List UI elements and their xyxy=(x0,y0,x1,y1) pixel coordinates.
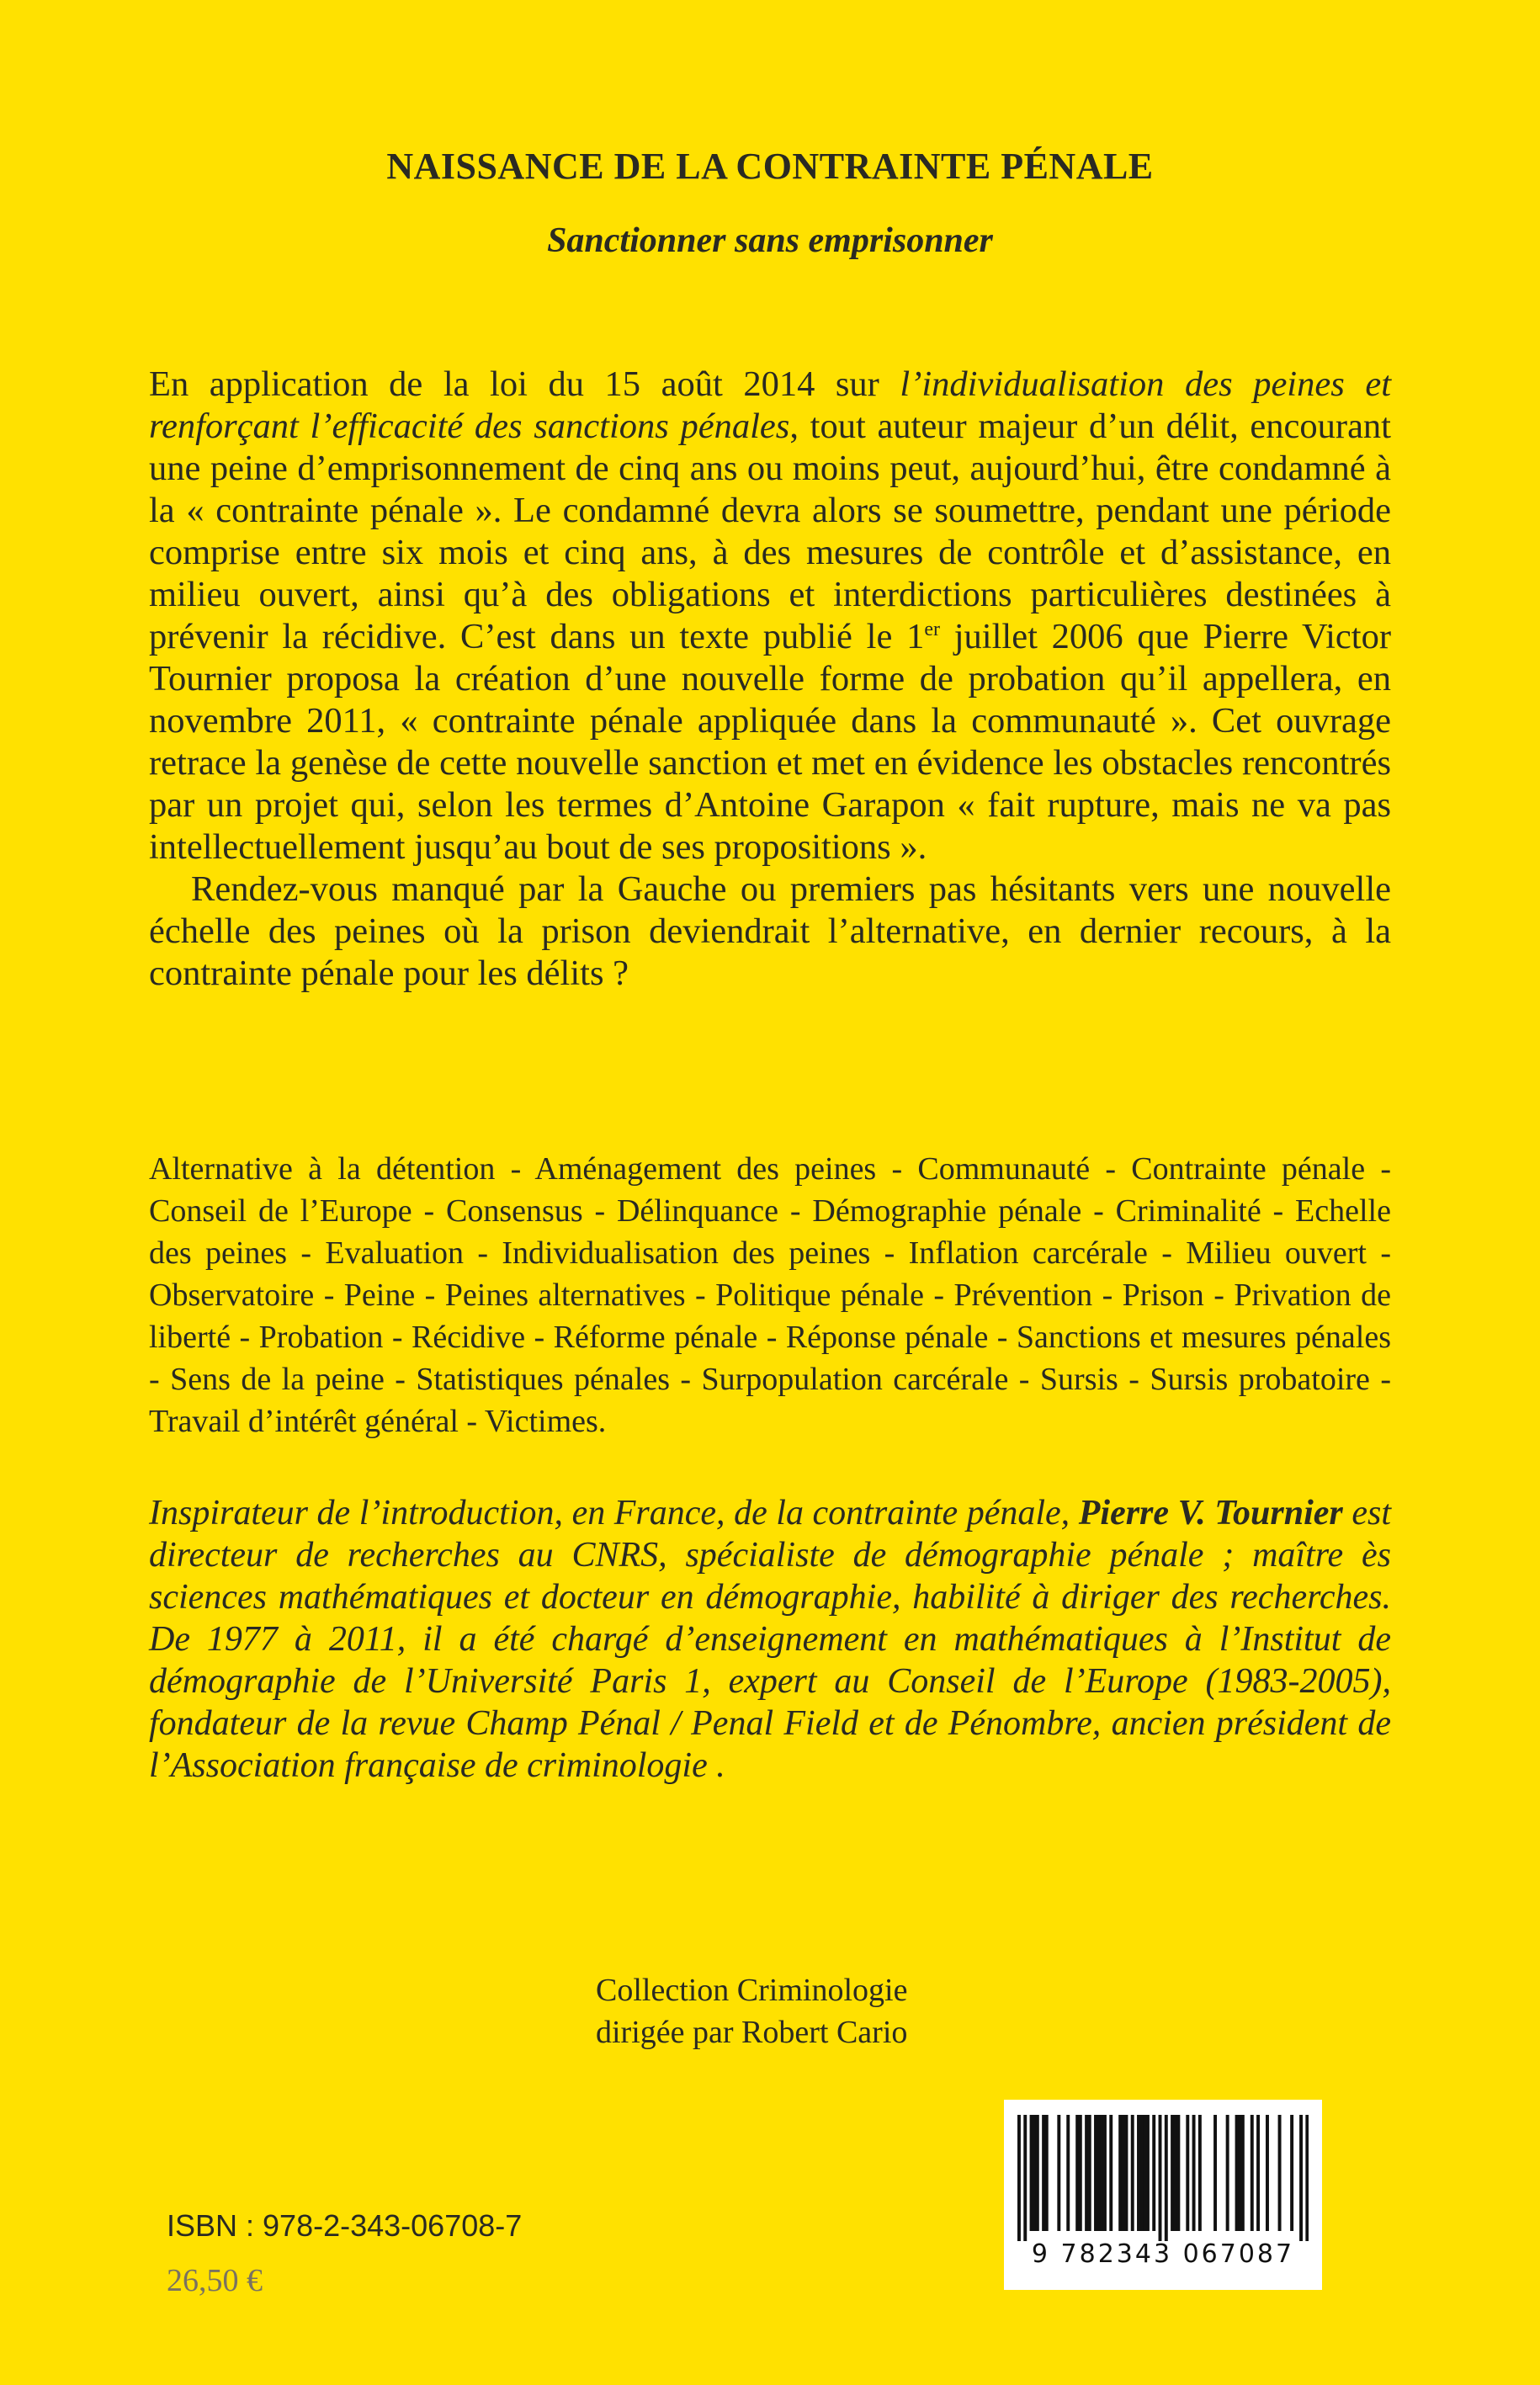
barcode-bar xyxy=(1109,2115,1113,2231)
barcode-bar xyxy=(1100,2115,1103,2231)
barcode-bar xyxy=(1042,2115,1045,2231)
barcode-bar xyxy=(1118,2115,1122,2231)
barcode-bar xyxy=(1033,2115,1036,2231)
barcode-bar xyxy=(1057,2115,1060,2231)
barcode-bar xyxy=(1045,2115,1049,2231)
barcode-bar xyxy=(1122,2115,1125,2231)
barcode xyxy=(1004,2100,1322,2290)
book-subtitle: Sanctionner sans emprisonner xyxy=(547,221,993,260)
barcode-bar xyxy=(1066,2115,1070,2231)
barcode-bar xyxy=(1036,2115,1039,2231)
barcode-bar xyxy=(1165,2115,1168,2241)
barcode-bar xyxy=(1097,2115,1101,2231)
summary xyxy=(149,364,1391,995)
barcode-bar xyxy=(1256,2115,1260,2231)
barcode-bar xyxy=(1226,2115,1229,2231)
book-title: NAISSANCE DE LA CONTRAINTE PÉNALE xyxy=(386,146,1154,187)
barcode-bar xyxy=(1176,2115,1180,2231)
barcode-bar xyxy=(1137,2115,1140,2231)
collection-name: Collection Criminologie xyxy=(596,1973,908,2008)
collection-info xyxy=(596,1969,907,2053)
barcode-bar xyxy=(1241,2115,1245,2231)
barcode-bar xyxy=(1017,2115,1021,2241)
barcode-bar xyxy=(1140,2115,1144,2231)
barcode-bar xyxy=(1213,2115,1217,2231)
barcode-digits: 9 782343 067087 xyxy=(1031,2239,1295,2269)
author-name: Pierre V. Tournier xyxy=(1078,1494,1343,1532)
summary-paragraph-1: En application de la loi du 15 août 2014 sur l’individualisation des peines et renforçant l’efficacité des sanctions pénales, tout auteur majeur d’un délit, encourant une peine d’emprisonnement de cinq ans ou moins peut, aujourd’hui, être condamné à la « contrainte pénale ». Le condamné devra alors se soumettre, pendant une période comprise entre six mois et cinq ans, à des mesures de contrôle et d’assistance, en milieu ouvert, ainsi qu’à des obligations et interdictions particulières destinées à prévenir la récidive. C’est dans un texte publié le 1er juillet 2006 que Pierre Victor Tournier proposa la création d’une nouvelle forme de probation qu’il appellera, en novembre 2011, « contrainte pénale appliquée dans la communauté ». Cet ouvrage retrace la genèse de cette nouvelle sanction et met en évidence les obstacles rencontrés par un projet qui, selon les termes d’Antoine Garapon « fait rupture, mais ne va pas intellectuellement jusqu’au bout de ses propositions ». xyxy=(149,364,1392,867)
barcode-bar xyxy=(1143,2115,1146,2231)
barcode-bar xyxy=(1124,2115,1128,2231)
barcode-bar xyxy=(1088,2115,1091,2231)
barcode-bar xyxy=(1299,2115,1303,2241)
isbn: ISBN : 978-2-343-06708-7 xyxy=(167,2208,523,2243)
barcode-bar xyxy=(1094,2115,1097,2231)
keywords: Alternative à la détention - Aménagement des peines - Communauté - Contrainte pénale - Conseil de l’Europe - Consensus - Délinquance - Démographie pénale - Criminalité - Echelle des peines - Evaluation - Individualisation des peines - Inflation carcérale - Milieu ouvert - Observatoire - Peine - Peines alternatives - Politique pénale - Prévention - Prison - Privation de liberté - Probation - Récidive - Réforme pénale - Réponse pénale - Sanctions et mesures pénales - Sens de la peine - Statistiques pénales - Surpopulation carcérale - Sursis - Sursis probatoire - Travail d’intérêt général - Victimes. xyxy=(149,1151,1391,1439)
barcode-bar xyxy=(1030,2115,1033,2231)
barcode-bar xyxy=(1266,2115,1269,2231)
summary-paragraph-2: Rendez-vous manqué par la Gauche ou premiers pas hésitants vers une nouvelle échelle des peines où la prison deviendrait l’alternative, en dernier recours, à la contrainte pénale pour les délits ? xyxy=(149,869,1391,993)
barcode-bar xyxy=(1131,2115,1134,2231)
collection-director: dirigée par Robert Cario xyxy=(596,2015,908,2050)
barcode-bar xyxy=(1075,2115,1079,2231)
barcode-bar xyxy=(1023,2115,1027,2241)
barcode-bar xyxy=(1171,2115,1174,2231)
barcode-bar xyxy=(1305,2115,1309,2241)
barcode-bar xyxy=(1235,2115,1239,2231)
barcode-bar xyxy=(1085,2115,1088,2231)
barcode-bar xyxy=(1079,2115,1082,2231)
barcode-bar xyxy=(1290,2115,1293,2231)
barcode-bar xyxy=(1152,2115,1155,2231)
barcode-bar xyxy=(1198,2115,1202,2231)
price: 26,50 € xyxy=(167,2263,263,2298)
barcode-bar xyxy=(1186,2115,1189,2231)
author-bio: Inspirateur de l’introduction, en France, de la contrainte pénale, Pierre V. Tournier est directeur de recherches au CNRS, spécialiste de démographie pénale ; maître ès sciences mathématiques et docteur en démographie, habilité à diriger des recherches. De 1977 à 2011, il a été chargé d’enseignement en mathématiques à l’Institut de démographie de l’Université Paris 1, expert au Conseil de l’Europe (1983-2005), fondateur de la revue Champ Pénal / Penal Field et de Pénombre, ancien président de l’Association française de criminologie . xyxy=(149,1494,1391,1785)
barcode-bar xyxy=(1278,2115,1282,2231)
barcode-bar xyxy=(1174,2115,1177,2231)
barcode-bar xyxy=(1192,2115,1196,2231)
barcode-bar xyxy=(1146,2115,1150,2231)
barcode-bars xyxy=(1017,2115,1309,2241)
barcode-bar xyxy=(1103,2115,1107,2231)
barcode-bar xyxy=(1238,2115,1241,2231)
barcode-bar xyxy=(1159,2115,1162,2241)
barcode-bar xyxy=(1251,2115,1254,2231)
